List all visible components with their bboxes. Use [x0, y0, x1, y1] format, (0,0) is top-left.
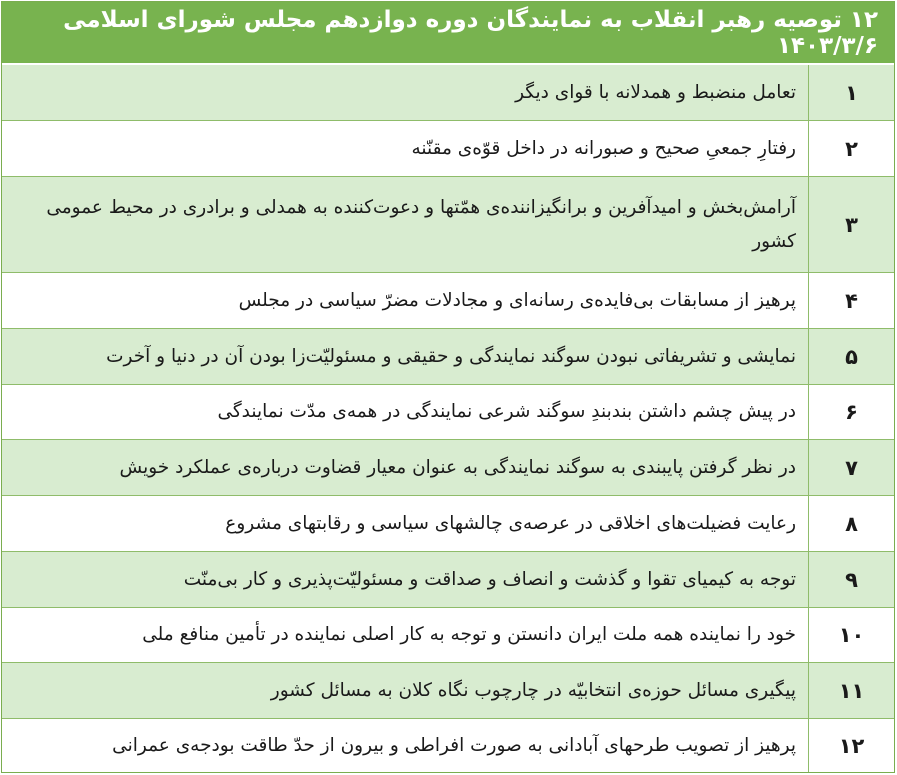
table-row	[2, 551, 894, 607]
table-row	[2, 607, 894, 662]
table-row	[2, 495, 894, 551]
row-text: نمایشی و تشریفاتی نبودن سوگند نمایندگی و حقیقی و مسئولیّت‌زا بودن آن در دنیا و آخرت	[106, 345, 796, 367]
table-row	[2, 65, 894, 120]
table-row	[2, 328, 894, 384]
row-text: پیگیری مسائل حوزه‌ی انتخابیّه در چارچوب نگاه کلان به مسائل کشور	[270, 679, 796, 701]
table-row	[2, 176, 894, 272]
row-number: ۹	[808, 552, 894, 607]
row-text: خود را نماینده همه ملت ایران دانستن و توجه به کار اصلی نماینده در تأمین منافع ملی	[142, 624, 796, 645]
row-text: رفتارِ جمعیِ صحیح و صبورانه در داخل قوّه‌ی مقنّنه	[411, 137, 796, 159]
row-number: ۶	[808, 385, 894, 439]
table-row	[2, 662, 894, 718]
row-text: پرهیز از مسابقات بی‌فایده‌ی رسانه‌ای و مجادلات مضرّ سیاسی در مجلس	[238, 289, 796, 311]
row-number: ۵	[808, 329, 894, 384]
row-text: تعامل منضبط و همدلانه با قوای دیگر	[515, 81, 796, 103]
row-text: در نظر گرفتن پایبندی به سوگند نمایندگی به عنوان معیار قضاوت درباره‌ی عملکرد خویش	[119, 456, 796, 478]
recommendations-table	[1, 1, 895, 773]
row-text: توجه به کیمیای تقوا و گذشت و انصاف و صداقت و مسئولیّت‌پذیری و کار بی‌منّت	[183, 568, 796, 590]
row-number: ۱۰	[808, 608, 894, 662]
table-body	[2, 65, 894, 772]
row-text: در پیش چشم داشتن بندبندِ سوگند شرعی نمایندگی در همه‌ی مدّت نمایندگی	[217, 401, 796, 422]
row-text: آرامش‌بخش و امیدآفرین و برانگیزاننده‌ی همّتها و دعوت‌کننده به همدلی و برادری در محیط عمومی کشور	[46, 196, 796, 252]
row-number: ۱	[808, 65, 894, 120]
row-number: ۱۱	[808, 663, 894, 718]
table-row	[2, 718, 894, 772]
row-number: ۷	[808, 440, 894, 495]
table-row	[2, 120, 894, 176]
row-number: ۸	[808, 496, 894, 551]
row-number: ۴	[808, 273, 894, 328]
row-number: ۲	[808, 121, 894, 176]
row-text: پرهیز از تصویب طرحهای آبادانی به صورت افراطی و بیرون از حدّ طاقت بودجه‌ی عمرانی	[112, 734, 796, 756]
table-row	[2, 439, 894, 495]
table-title: ۱۲ توصیه رهبر انقلاب به نمایندگان دوره دوازدهم مجلس شورای اسلامی ۱۴۰۳/۳/۶	[2, 2, 894, 65]
row-number: ۳	[808, 177, 894, 272]
table-row	[2, 384, 894, 439]
row-number: ۱۲	[808, 719, 894, 772]
row-text: رعایت فضیلت‌های اخلاقی در عرصه‌ی چالشهای سیاسی و رقابتهای مشروع	[225, 512, 796, 534]
table-row	[2, 272, 894, 328]
